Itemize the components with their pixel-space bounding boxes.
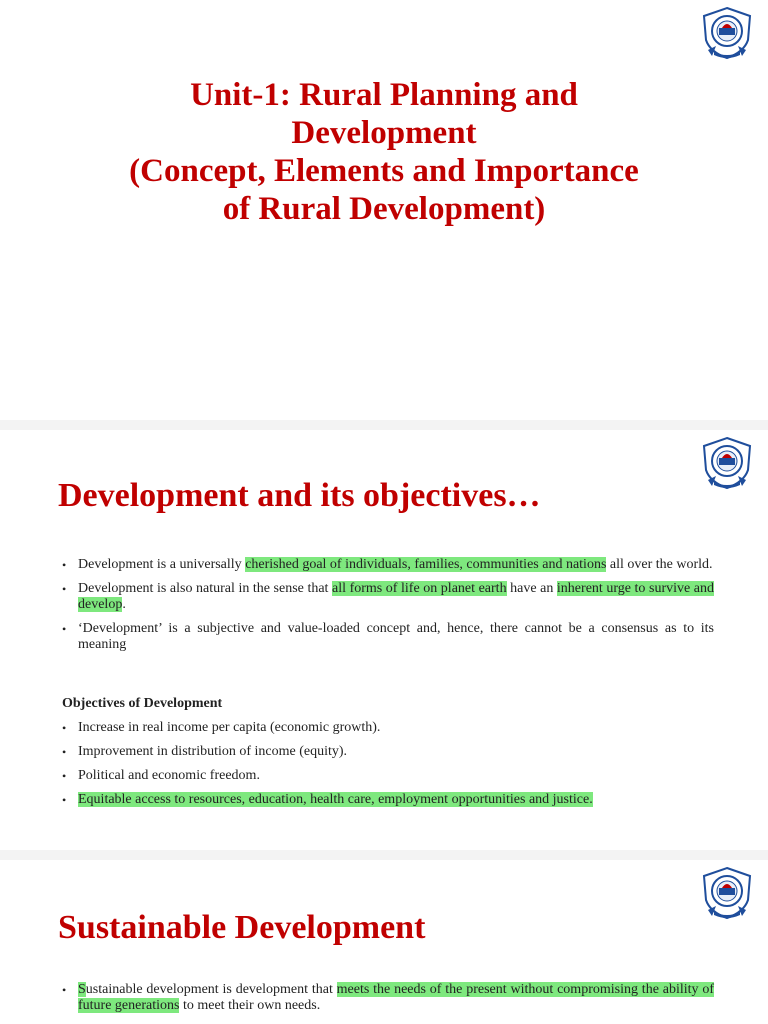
highlighted-text: inherent urge to survive and develop	[78, 581, 714, 612]
slide-heading: Development and its objectives…	[58, 477, 541, 514]
bullet-item	[62, 744, 714, 760]
bullet-item	[62, 982, 714, 1014]
highlighted-text: all forms of life on planet earth	[332, 581, 507, 596]
highlighted-text: meets the needs of the present without compromising the ability of future generations	[78, 982, 715, 1013]
bullet-dot-icon: •	[62, 745, 67, 759]
bullet-dot-icon: •	[62, 983, 67, 997]
bullet-text: ustainable development is development that	[85, 982, 337, 997]
slide-heading: Sustainable Development	[58, 909, 426, 946]
bullet-dot-icon: •	[62, 622, 67, 636]
bullet-list	[62, 982, 714, 1022]
highlighted-text: Equitable access to resources, education, health care, employment opportunities and justice.	[78, 792, 593, 807]
bullet-item	[62, 557, 714, 573]
bullet-text: all over the world.	[606, 557, 713, 572]
bullet-text: have an	[506, 581, 557, 596]
bullet-item	[62, 792, 714, 808]
slide-development-objectives	[0, 430, 768, 850]
objectives-list	[62, 720, 714, 816]
bullet-dot-icon: •	[62, 558, 67, 572]
bullet-dot-icon: •	[62, 793, 67, 807]
slide-title	[0, 0, 768, 420]
bullet-item	[62, 720, 714, 736]
title-line: Unit-1: Rural Planning and	[190, 77, 578, 113]
bullet-dot-icon: •	[62, 582, 67, 596]
bullet-text: Development is also natural in the sense that	[78, 581, 333, 596]
title-line: (Concept, Elements and Importance	[129, 153, 639, 189]
title-line: of Rural Development)	[222, 191, 546, 227]
slide-sustainable-development	[0, 860, 768, 1024]
bullet-text: ‘Development’ is a subjective and value-loaded concept and, hence, there cannot be a consensus as to its meaning	[78, 621, 714, 652]
slide-gap	[0, 850, 768, 860]
slide-gap	[0, 420, 768, 430]
bullet-text: Development is a universally	[78, 557, 246, 572]
kiet-logo-icon	[700, 866, 754, 920]
bullet-text: Increase in real income per capita (economic growth).	[78, 720, 381, 735]
bullet-item	[62, 621, 714, 653]
bullet-list	[62, 557, 714, 661]
bullet-dot-icon: •	[62, 721, 67, 735]
bullet-text: Political and economic freedom.	[78, 768, 260, 783]
bullet-item	[62, 768, 714, 784]
bullet-text: to meet their own needs.	[179, 998, 321, 1013]
slide-title-text	[0, 76, 768, 228]
bullet-item	[62, 581, 714, 613]
title-line: Development	[291, 115, 477, 151]
bullet-dot-icon: •	[62, 769, 67, 783]
highlighted-text: cherished goal of individuals, families, communities and nations	[245, 557, 607, 572]
objectives-heading: Objectives of Development	[62, 696, 223, 711]
kiet-logo-icon	[700, 6, 754, 60]
bullet-text: .	[122, 597, 126, 612]
kiet-logo-icon	[700, 436, 754, 490]
bullet-text: Improvement in distribution of income (equity).	[78, 744, 348, 759]
highlighted-text: S	[78, 982, 86, 997]
